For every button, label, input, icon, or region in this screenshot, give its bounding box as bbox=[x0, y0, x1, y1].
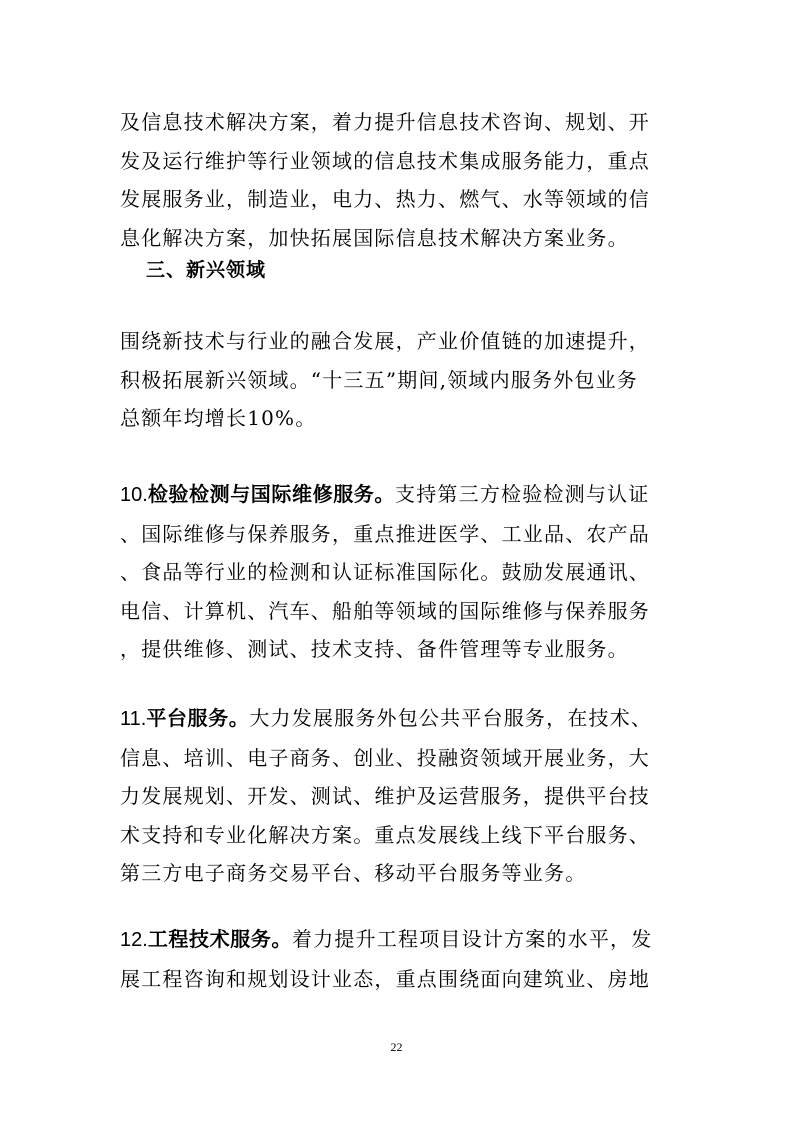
item-title-text: 平台服务。 bbox=[146, 706, 250, 730]
text-line: ，提供维修、测试、技术支持、备件管理等专业服务。 bbox=[120, 637, 629, 661]
text-line: 及信息技术解决方案，着力提升信息技术咨询、规划、开 bbox=[120, 110, 650, 134]
text-line: 术支持和专业化解决方案。重点发展线上线下平台服务、 bbox=[120, 822, 650, 847]
paragraph-emerging-fields bbox=[120, 322, 680, 438]
text-line: 力发展规划、开发、测试、维护及运营服务，提供平台技 bbox=[120, 784, 650, 808]
text-line bbox=[120, 475, 680, 515]
item-number: 10. bbox=[120, 484, 148, 506]
paragraph-item-12 bbox=[120, 920, 680, 998]
text-line: 、国际维修与保养服务，重点推进医学、工业品、农产品 bbox=[120, 521, 650, 546]
text-line: 总额年均增长10%。 bbox=[120, 406, 317, 430]
item-first-text: 支持第三方检验检测与认证 bbox=[395, 482, 650, 506]
section-heading-emerging-fields: 三、新兴领域 bbox=[146, 259, 267, 281]
item-number: 12. bbox=[120, 929, 148, 951]
paragraph-item-10 bbox=[120, 475, 680, 669]
text-line: 发及运行维护等行业领域的信息技术集成服务能力，重点 bbox=[120, 148, 650, 173]
item-first-text: 大力发展服务外包公共平台服务，在技术、 bbox=[249, 706, 653, 730]
text-line: 第三方电子商务交易平台、移动平台服务等业务。 bbox=[120, 861, 587, 885]
text-line: 积极拓展新兴领域。“十三五”期间,领域内服务外包业务 bbox=[120, 367, 639, 392]
text-line bbox=[120, 699, 680, 739]
text-line: 发展服务业，制造业，电力、热力、燃气、水等领域的信 bbox=[120, 187, 650, 211]
text-line: 围绕新技术与行业的融合发展，产业价值链的加速提升， bbox=[120, 329, 650, 353]
item-title bbox=[120, 706, 249, 730]
item-title-text: 工程技术服务。 bbox=[147, 927, 293, 951]
item-number: 11. bbox=[120, 708, 147, 730]
item-title bbox=[120, 927, 292, 951]
paragraph-it-solutions bbox=[120, 103, 680, 257]
item-title bbox=[120, 482, 395, 506]
text-line: 展工程咨询和规划设计业态，重点围绕面向建筑业、房地 bbox=[120, 966, 650, 991]
item-first-text: 着力提升工程项目设计方案的水平，发 bbox=[292, 927, 653, 951]
text-line: 信息、培训、电子商务、创业、投融资领域开展业务，大 bbox=[120, 745, 650, 770]
text-line: 电信、计算机、汽车、船舶等领域的国际维修与保养服务 bbox=[120, 598, 650, 623]
text-line bbox=[120, 920, 680, 960]
item-title-text: 检验检测与国际维修服务。 bbox=[147, 482, 396, 506]
text-line: 息化解决方案，加快拓展国际信息技术解决方案业务。 bbox=[120, 225, 629, 250]
paragraph-item-11 bbox=[120, 699, 680, 893]
text-line: 、食品等行业的检测和认证标准国际化。鼓励发展通讯、 bbox=[120, 560, 650, 584]
page-number: 22 bbox=[390, 1040, 403, 1054]
